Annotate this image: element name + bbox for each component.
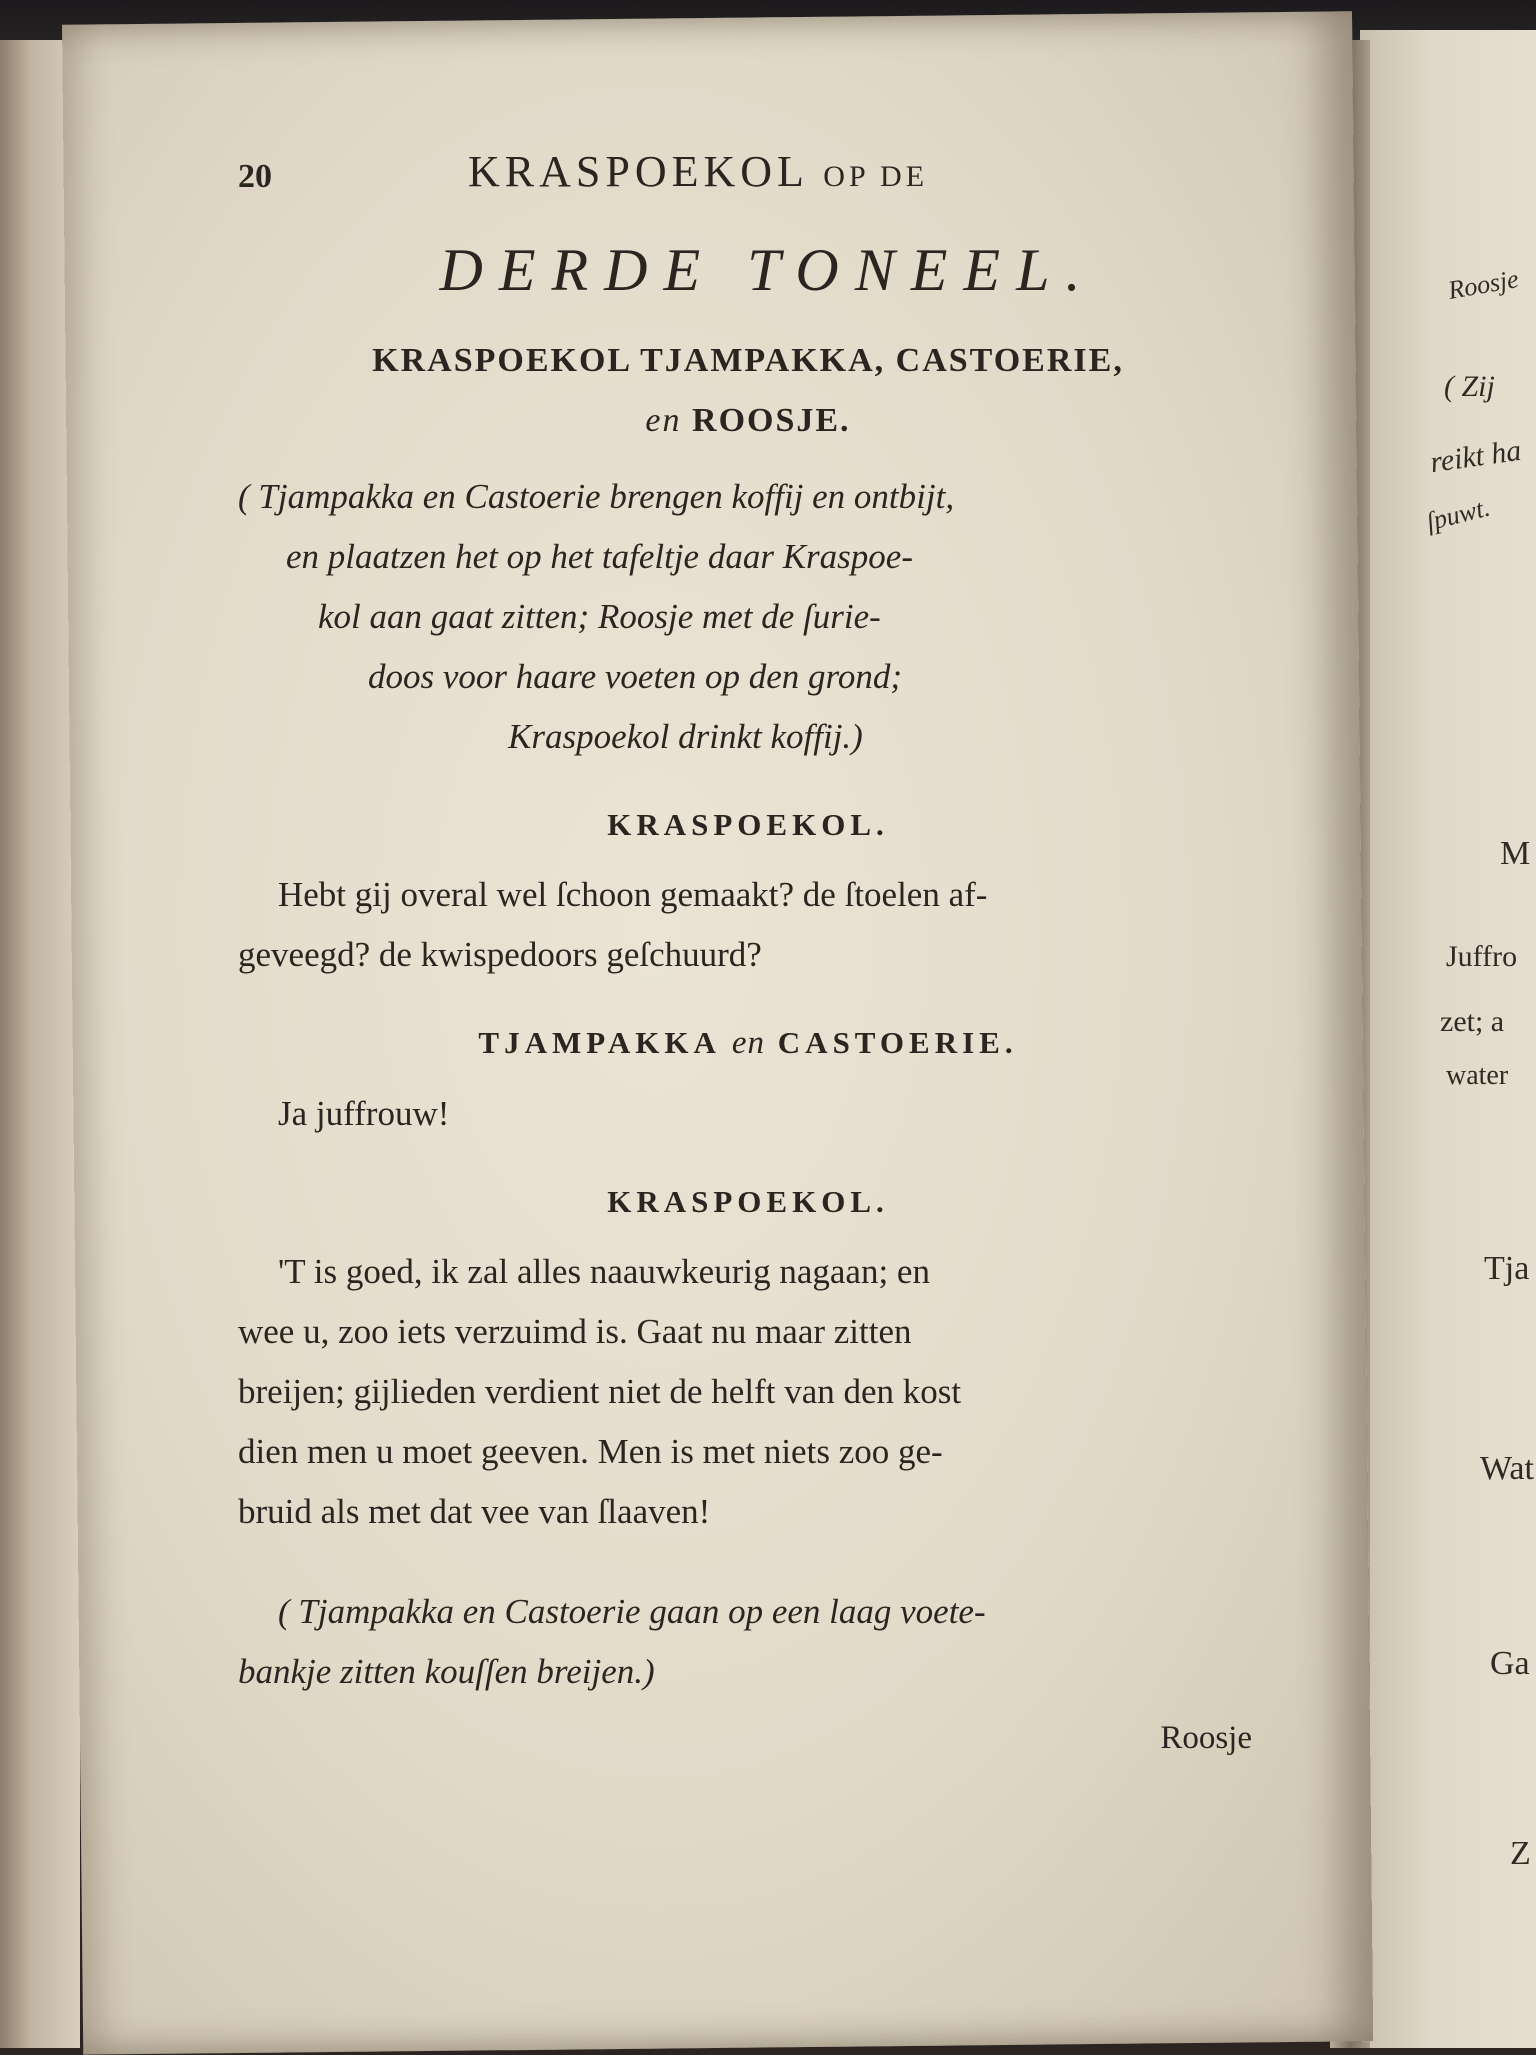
stage-line: ( Tjampakka en Castoerie gaan op een laag voete- bbox=[278, 1592, 986, 1631]
catchword: Roosje bbox=[1160, 1720, 1252, 1756]
speech-line: Hebt gij overal wel ſchoon gemaakt? de ſtoelen af- bbox=[278, 875, 988, 914]
cast-line bbox=[238, 391, 1258, 451]
stage-direction bbox=[238, 467, 1258, 767]
speaker-name: TJAMPAKKA bbox=[478, 1025, 720, 1060]
facing-fragment: water bbox=[1446, 1060, 1509, 1091]
scene-title: DERDE TONEEL. bbox=[439, 237, 1097, 303]
speech bbox=[238, 865, 1258, 985]
cast-line: KRASPOEKOL TJAMPAKKA, CASTOERIE, bbox=[372, 342, 1124, 379]
speech-line: dien men u moet geeven. Men is met niets zoo ge- bbox=[238, 1432, 943, 1471]
facing-fragment: Wat bbox=[1480, 1450, 1534, 1487]
speech-line: wee u, zoo iets verzuimd is. Gaat nu maar zitten bbox=[238, 1312, 912, 1351]
speaker-connector: en bbox=[731, 1025, 766, 1061]
speech-line: Ja juffrouw! bbox=[278, 1094, 450, 1133]
speaker-label: KRASPOEKOL. bbox=[607, 807, 889, 842]
speech-line: bruid als met dat vee van ſlaaven! bbox=[238, 1492, 711, 1531]
stage-line: kol aan gaat zitten; Roosje met de ſurie- bbox=[318, 597, 881, 636]
facing-fragment: ſpuwt. bbox=[1423, 492, 1493, 537]
page-text bbox=[238, 140, 1258, 1757]
speech bbox=[238, 1242, 1258, 1542]
facing-fragment: Tja bbox=[1484, 1250, 1530, 1287]
cast-connector: en bbox=[645, 402, 682, 439]
facing-fragment: Juffro bbox=[1446, 940, 1518, 973]
running-head bbox=[238, 140, 1258, 200]
speech-line: 'T is goed, ik zal alles naauwkeurig nagaan; en bbox=[278, 1252, 930, 1291]
stage-line: ( Tjampakka en Castoerie brengen koffij en ontbijt, bbox=[238, 477, 955, 516]
stage-line: Kraspoekol drinkt koffij.) bbox=[508, 717, 863, 756]
facing-fragment: M bbox=[1500, 835, 1531, 872]
running-title-rest: OP DE bbox=[823, 160, 929, 193]
page-number: 20 bbox=[238, 158, 272, 195]
facing-fragment: zet; a bbox=[1440, 1005, 1505, 1038]
speaker-label bbox=[238, 1025, 1258, 1062]
speech bbox=[238, 1084, 1258, 1144]
stage-direction bbox=[238, 1582, 1258, 1702]
facing-page bbox=[1360, 30, 1536, 2048]
facing-fragment: Ga bbox=[1490, 1645, 1530, 1682]
speech-line: geveegd? de kwispedoors geſchuurd? bbox=[238, 935, 762, 974]
speech-line: breijen; gijlieden verdient niet de helft van den kost bbox=[238, 1372, 962, 1411]
stage-line: bankje zitten kouſſen breijen.) bbox=[238, 1652, 655, 1691]
running-title bbox=[468, 146, 928, 197]
facing-fragment: reikt ha bbox=[1428, 433, 1524, 480]
running-title-main: KRASPOEKOL bbox=[468, 147, 808, 196]
stage-line: en plaatzen het op het tafeltje daar Kraspoe- bbox=[286, 537, 913, 576]
facing-fragment: Roosje bbox=[1445, 264, 1521, 305]
facing-fragment: Z bbox=[1510, 1835, 1531, 1872]
cast-name: ROOSJE. bbox=[692, 402, 851, 439]
stage-line: doos voor haare voeten op den grond; bbox=[368, 657, 902, 696]
speaker-name: CASTOERIE. bbox=[777, 1025, 1018, 1060]
speaker-label: KRASPOEKOL. bbox=[607, 1184, 889, 1219]
facing-fragment: ( Zij bbox=[1444, 370, 1495, 403]
